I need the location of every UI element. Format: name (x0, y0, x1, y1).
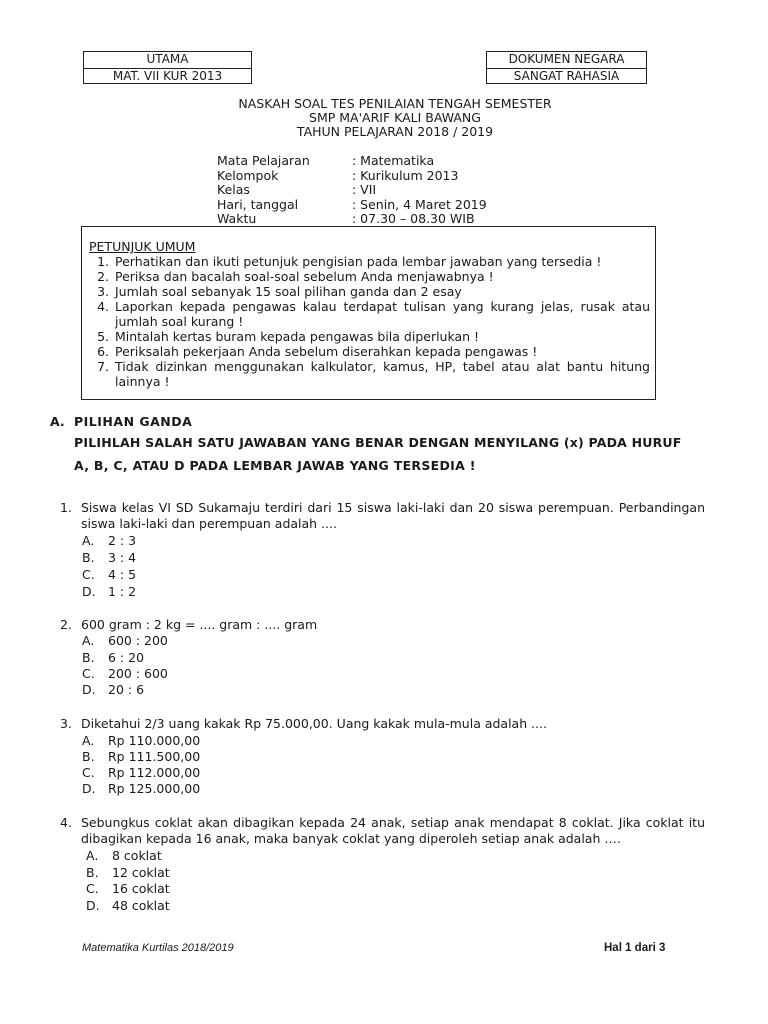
option-a (82, 733, 200, 749)
option-letter: D. (82, 682, 96, 697)
instruction-num: 3. (97, 284, 109, 299)
option-letter: C. (82, 567, 95, 582)
question-stem: Sebungkus coklat akan dibagikan kepada 24 anak, setiap anak mendapat 8 coklat. Jika coklat itu dibagikan kepada 16 anak, maka banyak coklat yang diperoleh setiap anak adalah …. (81, 815, 705, 846)
header-left-line-1: UTAMA (146, 52, 189, 66)
instruction-text: Periksalah pekerjaan Anda sebelum diserahkan kepada pengawas ! (115, 344, 538, 359)
instruction-text: Periksa dan bacalah soal-soal sebelum Anda menjawabnya ! (115, 269, 494, 284)
option-letter: A. (82, 733, 95, 748)
option-text: 600 : 200 (108, 633, 168, 648)
instruction-num: 4. (97, 299, 109, 314)
option-text: 20 : 6 (108, 682, 145, 697)
section-title: PILIHAN GANDA (74, 414, 193, 429)
option-text: 12 coklat (112, 865, 170, 880)
option-b (86, 865, 170, 881)
option-letter: A. (82, 533, 95, 548)
title-line-3: TAHUN PELAJARAN 2018 / 2019 (296, 124, 494, 139)
option-a (82, 533, 136, 549)
header-right-box (486, 51, 647, 84)
option-d (86, 898, 170, 914)
question-number: 4. (60, 815, 72, 830)
instruction-text: Tidak dizinkan menggunakan kalkulator, kamus, HP, tabel atau alat bantu hitung lainnya ! (115, 359, 650, 389)
instruction-num: 1. (97, 254, 109, 269)
title-line-1: NASKAH SOAL TES PENILAIAN TENGAH SEMESTER (238, 96, 552, 111)
meta-value: : 07.30 – 08.30 WIB (352, 211, 475, 226)
option-letter: D. (82, 584, 96, 599)
option-text: 48 coklat (112, 898, 170, 913)
option-letter: C. (82, 765, 95, 780)
instruction-num: 6. (97, 344, 109, 359)
instructions-box (81, 226, 656, 400)
option-letter: A. (82, 633, 95, 648)
option-c (82, 567, 136, 583)
meta-label: Hari, tanggal (217, 197, 299, 212)
option-text: 1 : 2 (108, 584, 137, 599)
option-letter: B. (82, 550, 95, 565)
option-text: 6 : 20 (108, 650, 145, 665)
instruction-num: 2. (97, 269, 109, 284)
meta-label: Mata Pelajaran (217, 153, 310, 168)
meta-value: : Senin, 4 Maret 2019 (352, 197, 487, 212)
header-right-line-1: DOKUMEN NEGARA (508, 52, 625, 66)
option-d (82, 682, 144, 698)
question-stem: Diketahui 2/3 uang kakak Rp 75.000,00. Uang kakak mula-mula adalah .... (81, 716, 547, 731)
option-a (82, 633, 168, 649)
option-text: 4 : 5 (108, 567, 137, 582)
option-c (86, 881, 170, 897)
meta-value: : Matematika (352, 153, 435, 168)
option-c (82, 666, 168, 682)
option-a (86, 848, 162, 864)
option-text: 3 : 4 (108, 550, 137, 565)
option-letter: D. (86, 898, 100, 913)
option-letter: B. (82, 650, 95, 665)
instruction-text: Laporkan kepada pengawas kalau terdapat tulisan yang kurang jelas, rusak atau jumlah soal kurang ! (115, 299, 650, 329)
footer-left: Matematika Kurtilas 2018/2019 (82, 942, 234, 954)
header-right-line-2: SANGAT RAHASIA (487, 68, 646, 85)
header-left-line-2: MAT. VII KUR 2013 (84, 68, 251, 85)
section-instruction-line-2: A, B, C, ATAU D PADA LEMBAR JAWAB YANG TERSEDIA ! (74, 458, 476, 473)
title-line-2: SMP MA'ARIF KALI BAWANG (309, 110, 481, 125)
section-label: A. (50, 414, 65, 429)
option-letter: D. (82, 781, 96, 796)
option-b (82, 550, 136, 566)
instruction-num: 7. (97, 359, 109, 374)
option-letter: B. (86, 865, 99, 880)
meta-value: : VII (352, 182, 377, 197)
option-b (82, 650, 144, 666)
question-number: 3. (60, 716, 72, 731)
question-number: 1. (60, 500, 72, 515)
meta-value: : Kurikulum 2013 (352, 168, 459, 183)
option-text: Rp 125.000,00 (108, 781, 201, 796)
option-letter: C. (86, 881, 99, 896)
option-text: 8 coklat (112, 848, 162, 863)
question-number: 2. (60, 617, 72, 632)
instruction-text: Jumlah soal sebanyak 15 soal pilihan ganda dan 2 esay (115, 284, 462, 299)
question-stem: 600 gram : 2 kg = .... gram : .... gram (81, 617, 318, 632)
option-letter: C. (82, 666, 95, 681)
section-instruction-line-1: PILIHLAH SALAH SATU JAWABAN YANG BENAR DENGAN MENYILANG (x) PADA HURUF (74, 435, 682, 450)
option-text: Rp 110.000,00 (108, 733, 201, 748)
header-left-box (83, 51, 252, 84)
instructions-title: PETUNJUK UMUM (89, 239, 196, 254)
meta-label: Kelompok (217, 168, 279, 183)
option-text: 2 : 3 (108, 533, 137, 548)
meta-label: Waktu (217, 211, 257, 226)
option-b (82, 749, 200, 765)
option-d (82, 584, 136, 600)
instruction-num: 5. (97, 329, 109, 344)
instruction-text: Perhatikan dan ikuti petunjuk pengisian pada lembar jawaban yang tersedia ! (115, 254, 602, 269)
option-text: Rp 111.500,00 (108, 749, 201, 764)
option-letter: B. (82, 749, 95, 764)
option-d (82, 781, 200, 797)
option-text: 200 : 600 (108, 666, 168, 681)
option-text: Rp 112.000,00 (108, 765, 201, 780)
option-letter: A. (86, 848, 99, 863)
question-stem: Siswa kelas VI SD Sukamaju terdiri dari 15 siswa laki-laki dan 20 siswa perempuan. Perbandingan siswa laki-laki dan perempuan adalah .... (81, 500, 705, 531)
option-text: 16 coklat (112, 881, 170, 896)
meta-label: Kelas (217, 182, 250, 197)
footer-right: Hal 1 dari 3 (604, 942, 666, 954)
instruction-text: Mintalah kertas buram kepada pengawas bila diperlukan ! (115, 329, 480, 344)
option-c (82, 765, 200, 781)
